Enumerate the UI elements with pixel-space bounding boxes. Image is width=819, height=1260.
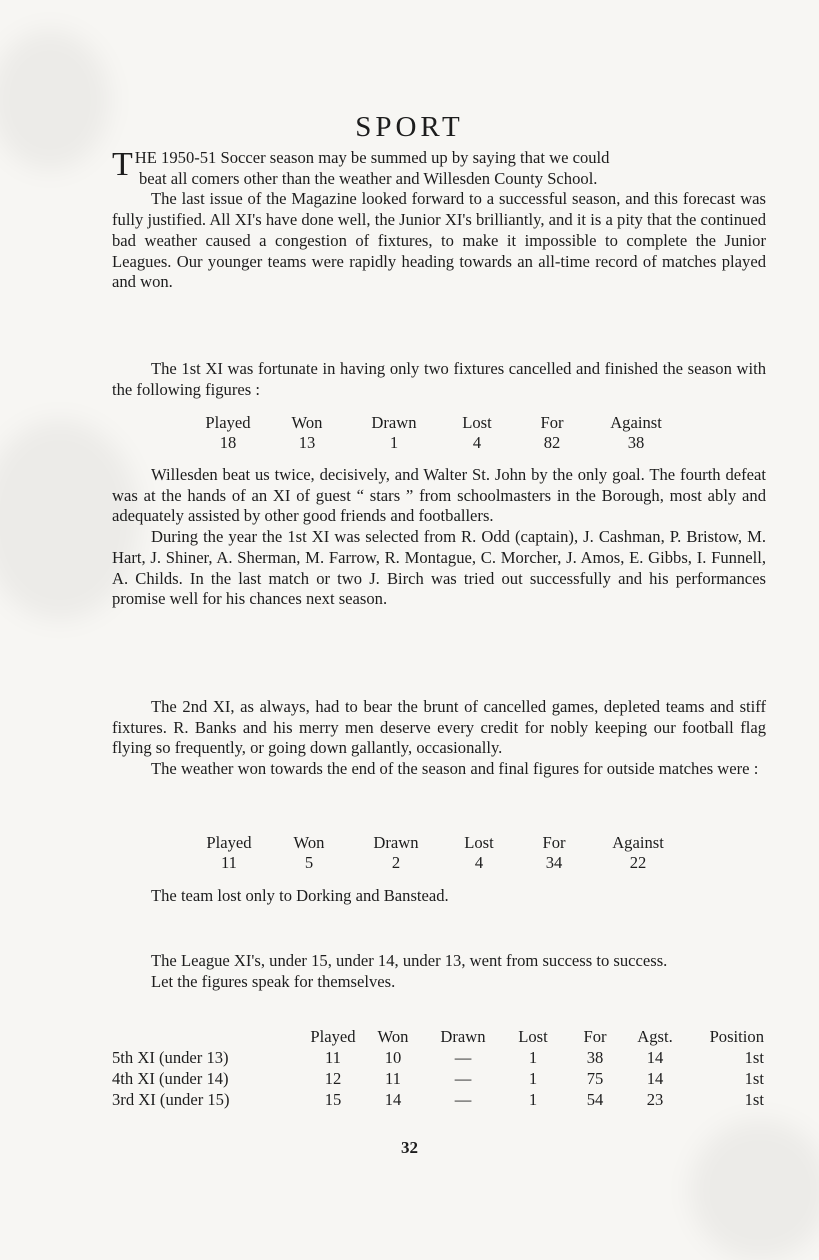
stats-value-row: [192, 433, 684, 453]
league-table: [112, 1026, 772, 1110]
league-cell: 38: [586, 1048, 604, 1067]
second-xi-stats: [192, 833, 686, 873]
league-cell: 23: [646, 1090, 664, 1109]
stats-value-row: [192, 853, 686, 873]
stats-value: 34: [545, 853, 563, 872]
league-header: Agst.: [637, 1027, 673, 1046]
stats-header: For: [542, 833, 566, 852]
table-row: [112, 1089, 772, 1110]
league-cell: 15: [324, 1090, 342, 1109]
league-team-name: 5th XI (under 13): [112, 1048, 229, 1067]
league-header-row: [112, 1026, 772, 1047]
stats-value: 2: [391, 853, 401, 872]
second-xi-paragraph-2: The weather won towards the end of the season and final figures for outside matches were :: [151, 759, 759, 779]
intro-paragraph-2: The last issue of the Magazine looked forward to a successful season, and this forecast was fully justified. All XI's have done well, the Junior XI's brilliantly, and it is a pity that the continued bad weather caused a congestion of fixtures, to make it impossible to complete the Junior Leagues. Our younger teams were rapidly heading towards an all-time record of matches played and won.: [112, 189, 766, 292]
intro-line-2: beat all comers other than the weather and Willesden County School.: [139, 168, 598, 188]
intro-line-1: HE 1950-51 Soccer season may be summed up by saying that we could: [134, 148, 610, 167]
first-xi-intro: The 1st XI was fortunate in having only two fixtures cancelled and finished the season with the following figures :: [112, 359, 766, 399]
stats-value: 1: [389, 433, 399, 452]
stats-header: Won: [291, 413, 323, 432]
stats-value: 38: [627, 433, 645, 452]
league-cell: 1: [528, 1069, 538, 1088]
stats-header: Won: [293, 833, 325, 852]
league-header: Position: [709, 1027, 764, 1046]
stats-header: Drawn: [371, 413, 417, 432]
stats-value: 5: [304, 853, 314, 872]
league-paragraph-2: Let the figures speak for themselves.: [151, 971, 396, 991]
league-cell: 10: [384, 1048, 402, 1067]
stats-header: Played: [205, 413, 251, 432]
second-xi-note: The team lost only to Dorking and Banstead.: [151, 886, 449, 905]
league-team-name: 4th XI (under 14): [112, 1069, 229, 1088]
league-cell: 54: [586, 1090, 604, 1109]
league-cell: —: [454, 1069, 472, 1088]
second-xi-note-block: [112, 886, 766, 907]
first-xi-paragraph-2: During the year the 1st XI was selected from R. Odd (captain), J. Cashman, P. Bristow, M. Hart, J. Shiner, A. Sherman, M. Farrow, R. Montague, C. Morcher, J. Amos, E. Gibbs, I. Funnell, A. Childs. In the last match or two J. Birch was tried out successfully and his performances promise well for his chances next season.: [112, 527, 766, 609]
stats-value: 4: [472, 433, 482, 452]
league-cell: 1: [528, 1048, 538, 1067]
league-section: [112, 951, 766, 992]
league-cell: —: [454, 1048, 472, 1067]
second-xi-paragraph-1: The 2nd XI, as always, had to bear the brunt of cancelled games, depleted teams and stiff fixtures. R. Banks and his merry men deserve every credit for nobly keeping our football flag flying so frequently, or going down gallantly, occasionally.: [112, 697, 766, 758]
league-cell: 1st: [744, 1069, 764, 1088]
paper-stain: [0, 30, 110, 170]
page-title: SPORT: [355, 111, 464, 144]
stats-header: Drawn: [373, 833, 419, 852]
stats-header: Against: [610, 413, 662, 432]
league-cell: 14: [646, 1048, 664, 1067]
intro-section: [112, 148, 766, 293]
league-team-name: 3rd XI (under 15): [112, 1090, 230, 1109]
first-xi-paragraph-1: Willesden beat us twice, decisively, and Walter St. John by the only goal. The fourth defeat was at the hands of an XI of guest “ stars ” from schoolmasters in the Borough, most ably and adequately assisted by other good friends and footballers.: [112, 465, 766, 526]
stats-value: 4: [474, 853, 484, 872]
intro-paragraph: [112, 148, 766, 189]
first-xi-stats: [192, 413, 684, 453]
stats-value: 22: [629, 853, 647, 872]
first-xi-report: [112, 465, 766, 610]
stats-value: 13: [298, 433, 316, 452]
league-cell: 75: [586, 1069, 604, 1088]
league-header: For: [583, 1027, 607, 1046]
drop-cap: T: [112, 146, 133, 183]
table-row: [112, 1068, 772, 1089]
league-cell: 1st: [744, 1090, 764, 1109]
league-header: Drawn: [440, 1027, 486, 1046]
stats-header: Lost: [464, 833, 494, 852]
league-cell: 14: [646, 1069, 664, 1088]
stats-value: 82: [543, 433, 561, 452]
league-cell: 1: [528, 1090, 538, 1109]
stats-value: 18: [219, 433, 237, 452]
league-cell: 11: [325, 1048, 341, 1067]
league-cell: 11: [385, 1069, 401, 1088]
first-xi-section: [112, 359, 766, 400]
stats-header-row: [192, 413, 684, 433]
stats-header: Lost: [462, 413, 492, 432]
league-paragraph-1: The League XI's, under 15, under 14, under 13, went from success to success.: [151, 951, 668, 970]
second-xi-section: [112, 697, 766, 780]
stats-header-row: [192, 833, 686, 853]
league-cell: —: [454, 1090, 472, 1109]
table-row: [112, 1047, 772, 1068]
league-header: Lost: [518, 1027, 548, 1046]
page-number: 32: [401, 1138, 418, 1157]
stats-value: 11: [221, 853, 237, 872]
league-header: [112, 1026, 302, 1047]
league-cell: 14: [384, 1090, 402, 1109]
stats-header: Against: [612, 833, 664, 852]
league-cell: 12: [324, 1069, 342, 1088]
league-header: Played: [310, 1027, 356, 1046]
league-header: Won: [377, 1027, 409, 1046]
stats-header: Played: [206, 833, 252, 852]
league-cell: 1st: [744, 1048, 764, 1067]
stats-header: For: [540, 413, 564, 432]
